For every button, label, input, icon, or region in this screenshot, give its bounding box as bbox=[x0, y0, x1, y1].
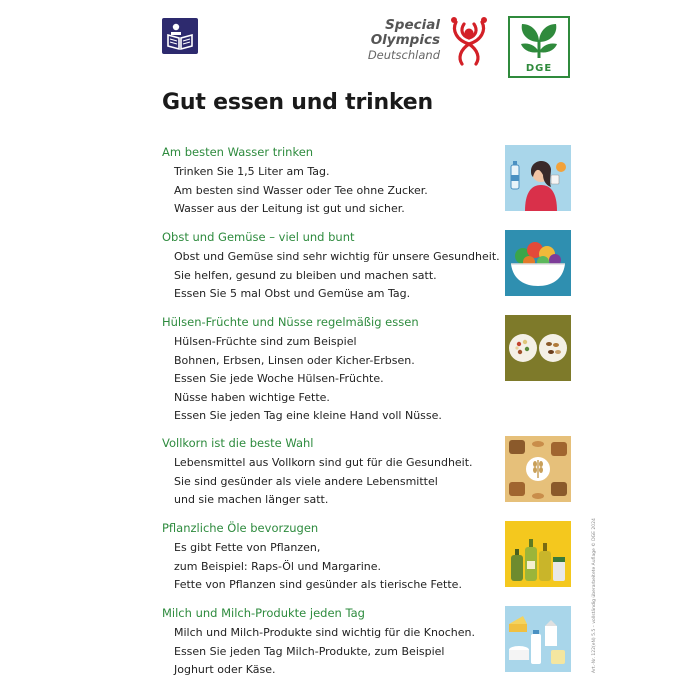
section-line: Essen Sie jeden Tag Milch-Produkte, zum Beispiel bbox=[174, 644, 445, 658]
section-line: Bohnen, Erbsen, Linsen oder Kicher-Erbsen. bbox=[174, 353, 415, 367]
so-line-olympics: Olympics bbox=[370, 32, 440, 48]
fruit-vegetable-bowl-icon bbox=[505, 230, 571, 296]
dge-logo bbox=[508, 16, 570, 78]
section-line: Fette von Pflanzen sind gesünder als tierische Fette. bbox=[174, 578, 462, 591]
whole-grain-bread-icon bbox=[505, 436, 571, 502]
section-heading: Obst und Gemüse – viel und bunt bbox=[162, 230, 355, 244]
section-heading: Milch und Milch-Produkte jeden Tag bbox=[162, 606, 365, 620]
article-number-note bbox=[584, 518, 597, 675]
section-line: Sie helfen, gesund zu bleiben und machen satt. bbox=[174, 268, 437, 282]
section-heading: Am besten Wasser trinken bbox=[162, 145, 314, 159]
section-line: Nüsse haben wichtige Fette. bbox=[174, 390, 330, 404]
section-line: Milch und Milch-Produkte sind wichtig für die Knochen. bbox=[174, 626, 475, 639]
section-line: Obst und Gemüse sind sehr wichtig für unsere Gesundheit. bbox=[174, 250, 500, 263]
easy-language-reading-icon bbox=[162, 18, 198, 54]
section-heading: Hülsen-Früchte und Nüsse regelmäßig essen bbox=[162, 315, 419, 329]
section-line: Lebensmittel aus Vollkorn sind gut für die Gesundheit. bbox=[174, 456, 473, 469]
section-line: Trinken Sie 1,5 Liter am Tag. bbox=[174, 165, 330, 178]
section-line: zum Beispiel: Raps-Öl und Margarine. bbox=[174, 559, 381, 573]
dge-leaves-icon bbox=[510, 18, 568, 64]
woman-drinking-water-icon bbox=[505, 145, 571, 211]
plant-oil-bottles-icon bbox=[505, 521, 571, 587]
section-line: Wasser aus der Leitung ist gut und sicher. bbox=[174, 202, 405, 215]
section-line: und sie machen länger satt. bbox=[174, 493, 329, 506]
section-line: Essen Sie jeden Tag eine kleine Hand voll Nüsse. bbox=[174, 409, 442, 422]
page-title: Gut essen und trinken bbox=[162, 90, 433, 115]
info-sheet bbox=[140, 0, 580, 700]
special-olympics-figure-icon bbox=[444, 16, 494, 68]
section-heading: Vollkorn ist die beste Wahl bbox=[162, 436, 314, 450]
section-line: Essen Sie jede Woche Hülsen-Früchte. bbox=[174, 372, 384, 385]
dge-logo-text: DGE bbox=[525, 63, 553, 74]
so-line-special: Special bbox=[385, 17, 440, 33]
section-line: Am besten sind Wasser oder Tee ohne Zucker. bbox=[174, 183, 428, 197]
section-line: Joghurt oder Käse. bbox=[174, 663, 276, 676]
legumes-nuts-plates-icon bbox=[505, 315, 571, 381]
dairy-products-icon bbox=[505, 606, 571, 672]
section-line: Es gibt Fette von Pflanzen, bbox=[174, 541, 321, 554]
article-number-text: Art.-Nr. 122(eN) 5.5 – vollständig überarbeitete Auflage © DGE 2024 bbox=[592, 518, 597, 673]
section-heading: Pflanzliche Öle bevorzugen bbox=[162, 521, 319, 535]
special-olympics-logo bbox=[358, 16, 498, 68]
section-line: Sie sind gesünder als viele andere Lebensmittel bbox=[174, 474, 438, 488]
so-line-deutschland: Deutschland bbox=[367, 48, 440, 62]
section-line: Essen Sie 5 mal Obst und Gemüse am Tag. bbox=[174, 287, 411, 300]
section-line: Hülsen-Früchte sind zum Beispiel bbox=[174, 335, 357, 348]
